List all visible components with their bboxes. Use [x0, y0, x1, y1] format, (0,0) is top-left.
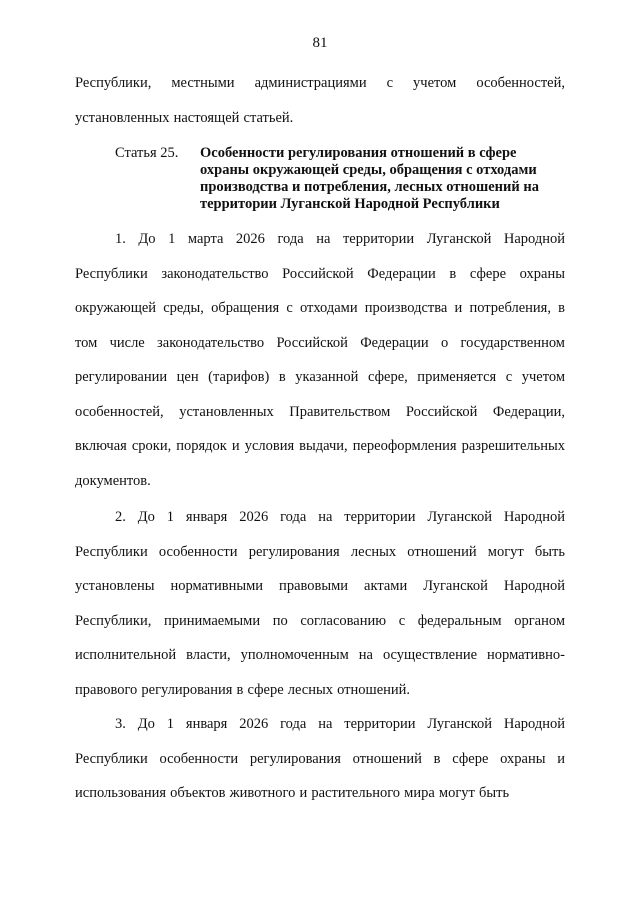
- page-number: 81: [312, 35, 328, 51]
- paragraph-2: 2. До 1 января 2026 года на территории Луганской Народной Республики особенности регулирования лесных отношений могут быть установлены нормативными правовыми актами Луганской Народной Республики, принимаемыми по согласованию с федеральным органом исполнительной власти, уполномоченным на осуществление нормативно-правового регулирования в сфере лесных отношений.: [75, 509, 565, 698]
- paragraph-1: 1. До 1 марта 2026 года на территории Луганской Народной Республики законодательство Российской Федерации в сфере охраны окружающей среды, обращения с отходами производства и потребления, в том числе законодательство Российской Федерации о государственном регулировании цен (тарифов) в указанной сфере, применяется с учетом особенностей, установленных Правительством Российской Федерации, включая сроки, порядок и условия выдачи, переоформления разрешительных документов.: [75, 231, 565, 489]
- intro-paragraph: Республики, местными администрациями с учетом особенностей, установленных настоящей статьей.: [75, 75, 565, 126]
- paragraph-3: 3. До 1 января 2026 года на территории Луганской Народной Республики особенности регулирования отношений в сфере охраны и использования объектов животного и растительного мира могут быть: [75, 716, 565, 801]
- article-title: Особенности регулирования отношений в сфере охраны окружающей среды, обращения с отходами производства и потребления, лесных отношений на территории Луганской Народной Республики: [200, 145, 539, 212]
- article-label: Статья 25.: [115, 145, 179, 161]
